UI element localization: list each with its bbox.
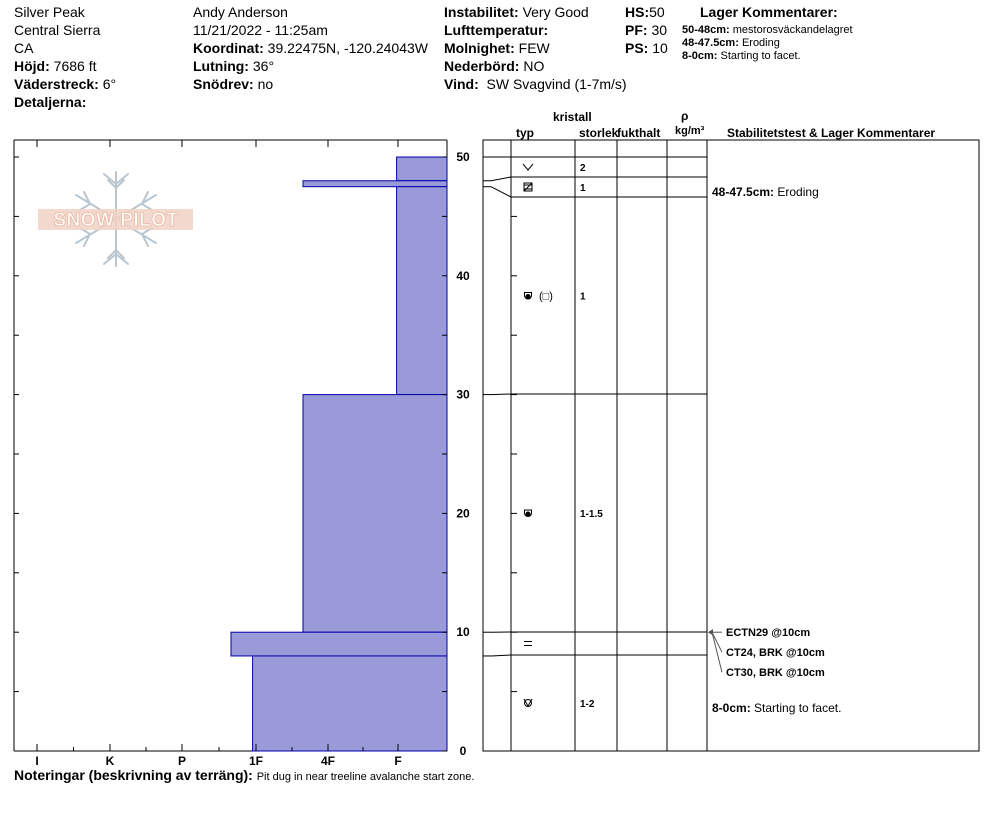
x-tick-label: P [177,754,187,768]
instability: Very Good [522,4,589,20]
x-tick-label: 1F [248,754,264,768]
layer-comment-text: Eroding [777,185,819,199]
grain-size: 1-1.5 [580,509,603,520]
y-tick-label: 50 [456,150,470,164]
grain-size: 1 [580,291,586,303]
notes [14,767,474,784]
depth-connector [491,655,511,656]
new-snow-icon [523,164,533,170]
header-density-unit: kg/m³ [675,125,705,137]
depth-connector [491,394,511,395]
hardness-bar [303,181,447,187]
grain-secondary: (□) [539,290,553,303]
hardness-bar [397,157,447,181]
instability-label: Instabilitet: [444,4,519,20]
layer-comment [712,185,819,199]
rounds-dot [526,512,531,517]
hardness-bar [231,632,447,656]
slope-label: Lutning: [193,58,249,74]
range: Central Sierra [14,22,101,38]
notes-label: Noteringar (beskrivning av terräng): [14,767,253,783]
y-tick-label: 40 [456,268,470,283]
layer-comment-text: Eroding [741,37,780,49]
x-tick-label: 4F [320,754,336,768]
rounds-dot [526,294,531,299]
drift-label: Snödrev: [193,76,254,92]
depth-connector [491,187,511,197]
layer-comments-title: Lager Kommentarer: [700,4,838,20]
layer-comment-range: 48-47.5cm: [682,37,739,49]
stability-test-label: CT30, BRK @10cm [726,667,825,680]
hardness-profile [14,140,470,768]
x-tick-label: K [105,754,115,768]
y-tick-label: 30 [456,387,470,402]
layer-comment-range: 50-48cm: [682,24,730,36]
pf-label: PF: [625,22,648,38]
crust-slash [524,183,532,191]
notes-text: Pit dug in near treeline avalanche start zone. [256,771,475,783]
airtemp-label: Lufttemperatur: [444,22,549,38]
test-arrow [712,632,722,672]
depth-connector [491,177,511,181]
aspect: 6° [102,76,117,92]
table-border [483,140,979,751]
hardness-bar [253,656,447,751]
layer-table [483,140,979,751]
rounds-facets-icon [525,293,532,300]
rounds-icon [525,510,532,517]
datetime: 11/21/2022 - 11:25am [193,22,328,38]
y-tick-label: 0 [459,744,467,758]
grain-size: 2 [580,163,586,174]
location: Silver Peak [14,4,85,20]
test-arrow [712,632,722,652]
ps-label: PS: [625,40,649,56]
layer-comment [712,701,841,715]
hs-label: HS: [625,4,650,20]
new-snow-glyph [523,164,533,170]
hardness-bar [303,395,447,633]
stability-test-label: CT24, BRK @10cm [726,647,825,660]
header-rho: ρ [681,109,689,123]
x-tick-label: I [35,754,39,768]
header-type: typ [516,126,534,140]
grain-size: 1 [580,183,586,194]
stability-test-label: ECTN29 @10cm [726,627,811,640]
header-moisture: fukthalt [617,126,661,140]
hardness-bar [397,187,447,395]
observer: Andy Anderson [193,4,288,20]
snowpilot-logo [38,172,193,266]
facets-icon [524,699,532,707]
grain-size: 1-2 [580,699,595,710]
coords: 39.22475N, -120.24043W [267,40,428,56]
sky: FEW [518,40,550,56]
wind: SW Svagvind (1-7m/s) [486,76,627,92]
layer-comment-text: Starting to facet. [754,701,842,715]
state: CA [14,40,34,56]
layer-comment-range: 48-47.5cm: [712,185,778,199]
drift: no [257,76,274,92]
slope: 36° [252,58,275,74]
layer-comment-text: Starting to facet. [720,50,801,62]
sky-label: Molnighet: [444,40,515,56]
layer-comment-range: 8-0cm: [712,701,755,715]
layer-comment-text: mestorosväckandelagret [732,24,853,36]
elevation: 7686 ft [53,58,97,74]
crust-icon [524,183,532,191]
hs: 50 [649,4,665,20]
details-label: Detaljerna: [14,94,87,110]
precip-label: Nederbörd: [444,58,520,74]
pf: 30 [651,22,668,38]
aspect-label: Väderstreck: [14,76,99,92]
header-size: storlek [579,126,619,140]
layer-comment-range: 8-0cm: [682,50,718,62]
y-tick-label: 20 [456,506,470,521]
wind-label: Vind: [444,76,479,92]
header-crystal: kristall [553,110,592,124]
x-tick-label: F [394,754,402,768]
precip: NO [523,58,545,74]
coords-label: Koordinat: [193,40,264,56]
header-stability: Stabilitetstest & Lager Kommentarer [727,126,936,140]
y-tick-label: 10 [456,625,470,640]
test-arrowhead [708,629,713,635]
crust-icon [524,642,532,646]
logo-text: SNOW PILOT [53,210,179,231]
elevation-label: Höjd: [14,58,50,74]
ps: 10 [652,40,668,56]
